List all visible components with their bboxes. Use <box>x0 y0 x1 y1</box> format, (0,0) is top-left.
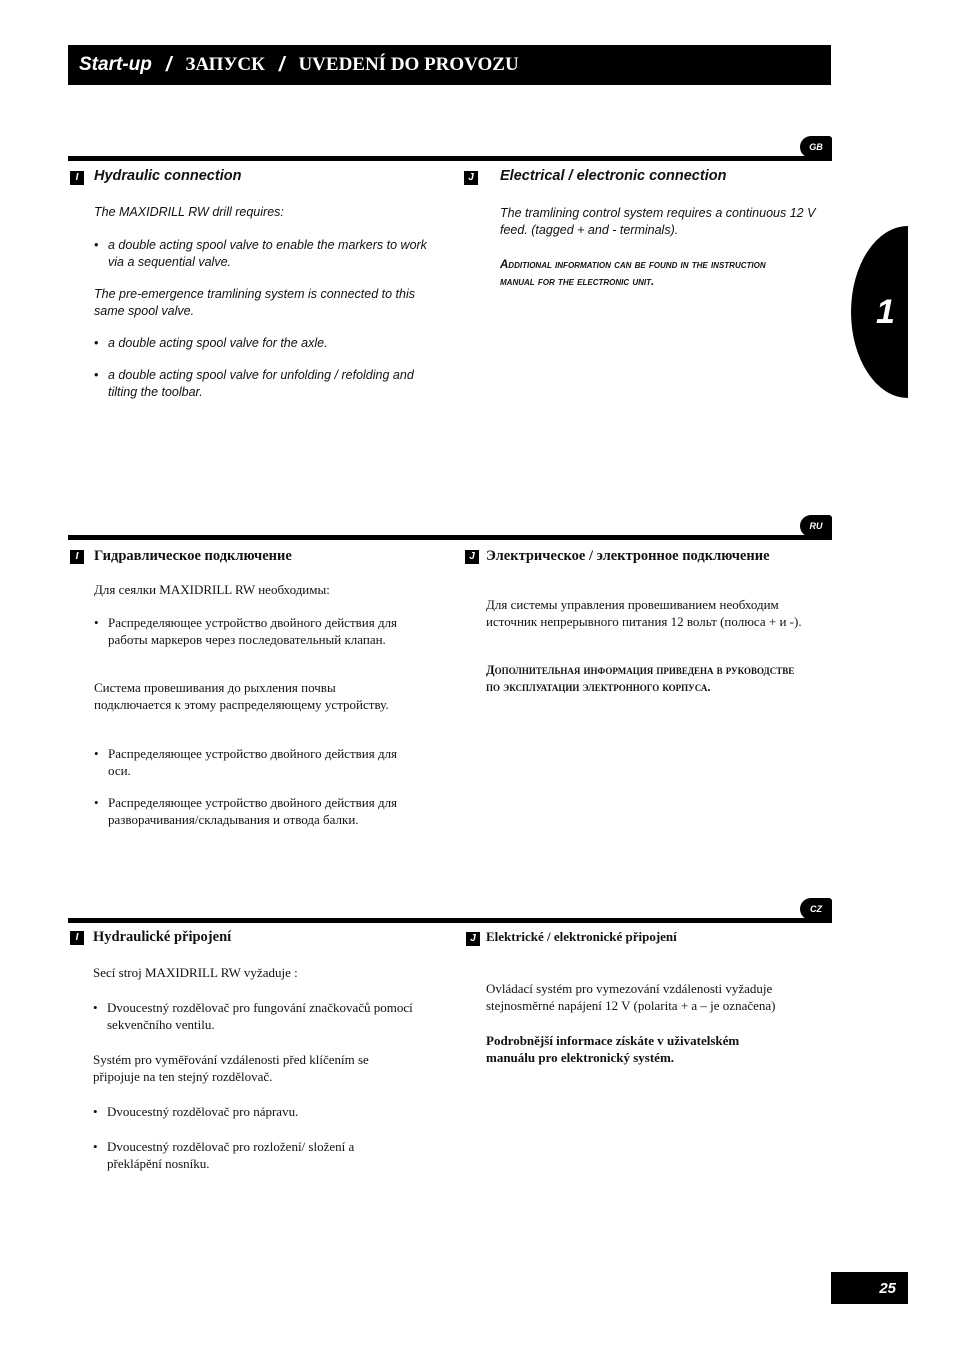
header-title-en: Start-up <box>79 54 152 75</box>
section-marker-j: J <box>465 550 479 564</box>
page-number: 25 <box>831 1272 908 1304</box>
cz-bullet-2: • Dvoucestný rozdělovač pro nápravu. <box>93 1104 299 1119</box>
gb-electrical-note: Additional information can be found in the instruction manual for the electronic unit. <box>500 259 766 288</box>
cz-bullet-1: • Dvoucestný rozdělovač pro fungování značkovačů pomocí sekvenčního ventilu. <box>93 1000 413 1032</box>
header-slash: / <box>278 53 285 76</box>
section-rule-ru <box>68 535 832 540</box>
gb-electrical-para: The tramlining control system requires a continuous 12 V feed. (tagged + and - terminals). <box>500 206 816 237</box>
lang-badge-gb: GB <box>800 136 832 158</box>
gb-para-2: The pre-emergence tramlining system is connected to this same spool valve. <box>94 287 415 318</box>
cz-para-2: Systém pro vyměřování vzdálenosti před klíčením se připojuje na ten stejný rozdělovač. <box>93 1052 369 1084</box>
heading-hydraulic-gb: Hydraulic connection <box>94 168 242 184</box>
lang-badge-ru: RU <box>800 515 832 537</box>
ru-bullet-2: • Распределяющее устройство двойного действия для оси. <box>94 746 398 778</box>
cz-intro: Secí stroj MAXIDRILL RW vyžaduje : <box>93 965 298 980</box>
lang-badge-cz: CZ <box>800 898 832 920</box>
cz-bullet-3: • Dvoucestný rozdělovač pro rozložení/ složení a překlápění nosníku. <box>93 1139 355 1171</box>
section-marker-i: I <box>70 171 84 185</box>
gb-bullet-2: • a double acting spool valve for the axle. <box>94 336 328 350</box>
heading-hydraulic-cz: Hydraulické připojení <box>93 929 232 945</box>
header-slash: / <box>165 53 172 76</box>
section-marker-j: J <box>466 932 480 946</box>
section-marker-i: I <box>70 550 84 564</box>
cz-electrical-note: Podrobnější informace získáte v uživatelském manuálu pro elektronický systém. <box>486 1033 740 1065</box>
heading-hydraulic-ru: Гидравлическое подключение <box>94 548 292 564</box>
heading-electrical-cz: Elektrické / elektronické připojení <box>486 929 677 944</box>
ru-bullet-3: • Распределяющее устройство двойного действия для разворачивания/складывания и отвода балки. <box>94 795 398 827</box>
section-marker-i: I <box>70 931 84 945</box>
gb-intro: The MAXIDRILL RW drill requires: <box>94 205 284 219</box>
section-rule-cz <box>68 918 832 923</box>
section-marker-j: J <box>464 171 478 185</box>
section-rule-gb <box>68 156 832 161</box>
heading-electrical-ru: Электрическое / электронное подключение <box>486 548 770 564</box>
cz-electrical-para: Ovládací systém pro vymezování vzdálenosti vyžaduje stejnosměrné napájení 12 V (polarita + a – je označena) <box>486 981 776 1013</box>
ru-intro: Для сеялки MAXIDRILL RW необходимы: <box>94 582 330 597</box>
header-title-cz: UVEDENÍ DO PROVOZU <box>298 54 519 75</box>
gb-bullet-3: • a double acting spool valve for unfolding / refolding and tilting the toolbar. <box>94 368 414 399</box>
ru-electrical-note: Дополнительная информация приведена в руководстве по эксплуатации электронного корпуса. <box>486 663 795 694</box>
gb-bullet-1: • a double acting spool valve to enable the markers to work via a sequential valve. <box>94 238 427 269</box>
page-header <box>68 45 831 85</box>
heading-electrical-gb: Electrical / electronic connection <box>500 168 727 184</box>
ru-bullet-1: • Распределяющее устройство двойного действия для работы маркеров через последовательный клапан. <box>94 615 398 647</box>
ru-electrical-para: Для системы управления провешиванием необходим источник непрерывного питания 12 вольт (полюса + и -). <box>486 597 802 629</box>
chapter-tab: 1 <box>851 226 908 398</box>
header-title-ru: ЗАПУСК <box>185 54 265 75</box>
ru-para-2: Система провешивания до рыхления почвы подключается к этому распределяющему устройству. <box>94 680 389 712</box>
